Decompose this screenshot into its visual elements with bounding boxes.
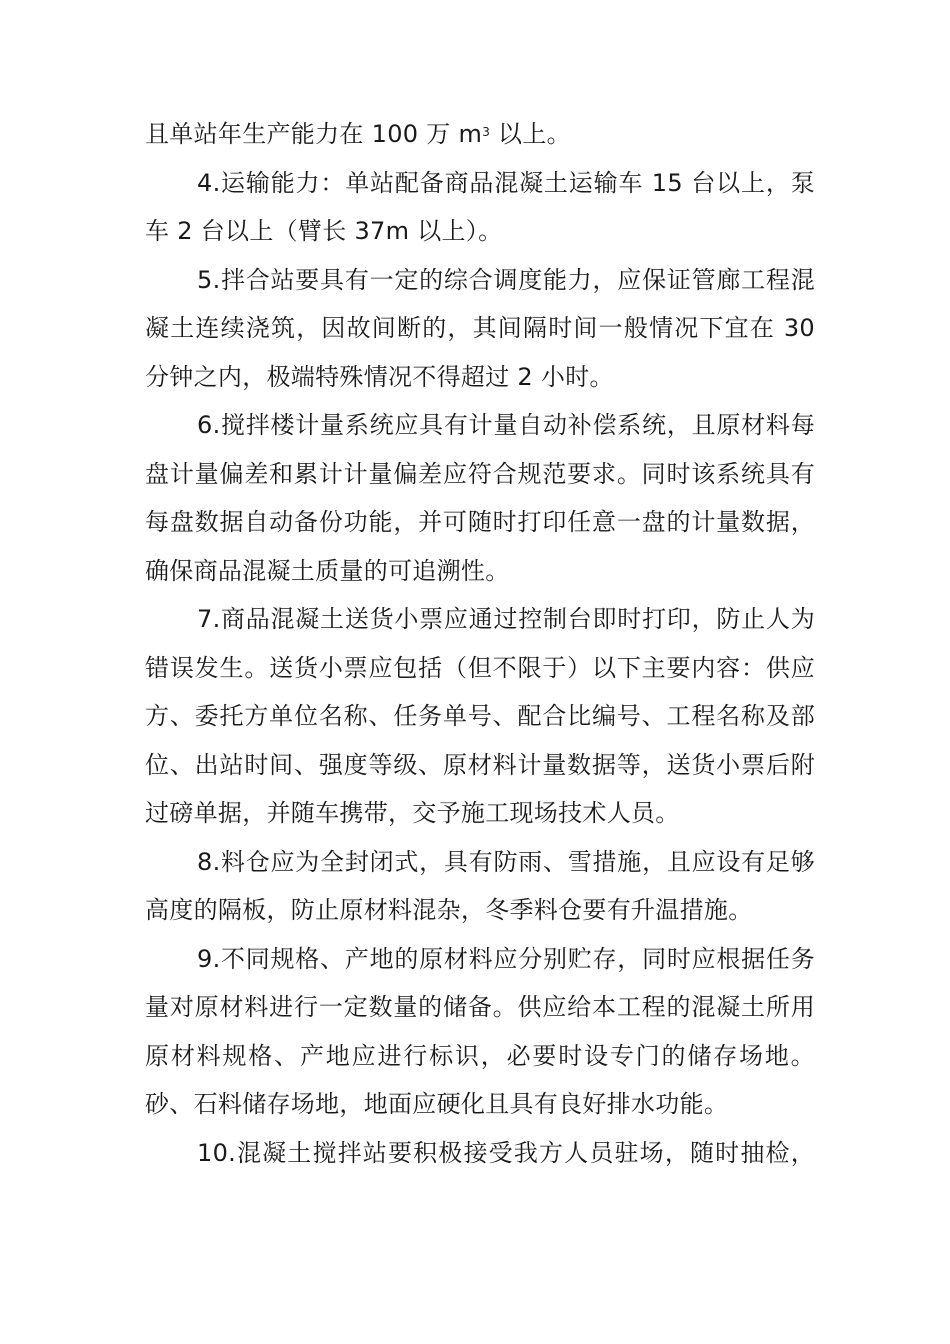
paragraph-item-5: 5.拌合站要具有一定的综合调度能力，应保证管廊工程混凝土连续浇筑，因故间断的，其间隔时间一般情况下宜在 30 分钟之内，极端特殊情况不得超过 2 小时。 bbox=[145, 265, 815, 391]
paragraph-item-8: 8.料仓应为全封闭式，具有防雨、雪措施，且应设有足够高度的隔板，防止原材料混杂，冬季料仓要有升温措施。 bbox=[145, 847, 815, 924]
cubic-superscript: 3 bbox=[482, 125, 491, 139]
paragraph-text: 且单站年生产能力在 100 万 m bbox=[145, 120, 483, 148]
paragraph-item-6: 6.搅拌楼计量系统应具有计量自动补偿系统，且原材料每盘计量偏差和累计计量偏差应符合规范要求。同时该系统具有每盘数据自动备份功能，并可随时打印任意一盘的计量数据，确保商品混凝土质量的可追溯性。 bbox=[145, 411, 815, 585]
paragraph-item-9: 9.不同规格、产地的原材料应分别贮存，同时应根据任务量对原材料进行一定数量的储备。供应给本工程的混凝土所用原材料规格、产地应进行标识，必要时设专门的储存场地。砂、石料储存场地，地面应硬化且具有良好排水功能。 bbox=[145, 944, 815, 1118]
paragraph-capacity bbox=[145, 110, 815, 159]
paragraph-item-10: 10.混凝土搅拌站要积极接受我方人员驻场，随时抽检， bbox=[197, 1138, 815, 1167]
paragraph-item-7: 7.商品混凝土送货小票应通过控制台即时打印，防止人为错误发生。送货小票应包括（但不限于）以下主要内容：供应方、委托方单位名称、任务单号、配合比编号、工程名称及部位、出站时间、强度等级、原材料计量数据等，送货小票后附过磅单据，并随车携带，交予施工现场技术人员。 bbox=[145, 605, 815, 827]
document-body bbox=[145, 110, 815, 1177]
paragraph-item-4: 4.运输能力：单站配备商品混凝土运输车 15 台以上，泵车 2 台以上（臂长 37m 以上）。 bbox=[145, 168, 815, 245]
paragraph-text: 以上。 bbox=[490, 120, 571, 148]
